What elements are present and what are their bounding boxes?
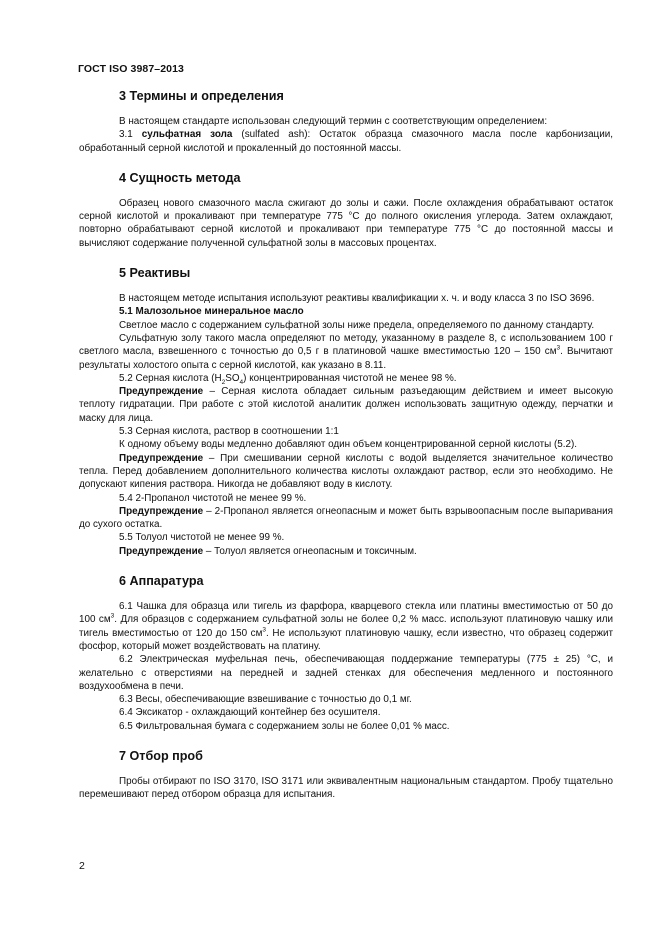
section-4-text: Образец нового смазочного масла сжигают до золы и сажи. После охлаждения обрабатывают остаток серной кислотой и прокаливают при температуре 775 °С до полного окисления углерода. Затем охлаждают, повторно обрабатывают серной кислотой и прокаливают при температуре 775 °С до постоянной массы и вычисляют содержание полученной сульфатной золы в массовых процентах. [79,197,613,249]
warning-5-4 [79,505,613,532]
paragraph-6-2: 6.2 Электрическая муфельная печь, обеспечивающая поддержание температуры (775 ± 25) °С, и желательно с отверстиями на передней и задней стенках для обеспечения медленного и постоянного воздухообмена в печи. [79,654,613,692]
subsection-5-1-title [79,305,613,318]
page-number: 2 [79,860,85,872]
paragraph-5-1-b [79,332,613,372]
paragraph-6-1-text: . Для образцов с содержанием сульфатной золы не более 0,2 % масс. используют платиновую чашку или тигель вместимостью от 120 до 150 см [79,614,613,639]
section-7-title: 7 Отбор проб [119,748,203,763]
superscript: 3 [262,626,267,634]
paragraph-5-3: 5.3 Серная кислота, раствор в соотношении 1:1 [119,426,339,438]
document-body [79,88,613,802]
paragraph-6-1-text: 6.1 Чашка для образца или тигель из фарфора, кварцевого стекла или платины вместимостью от 50 до 100 см [79,601,613,626]
term-name: сульфатная зола [141,129,233,141]
warning-text: – При смешивании серной кислоты с водой выделяется значительное количество тепла. Перед добавлением дополнительного количества кислоты охлаждают раствор, если это необходимо. Не допускают кипения раствора. Никогда не добавляют воду в кислоту. [79,452,613,491]
warning-text: – 2-Пропанол является огнеопасным и может быть взрывоопасным после выпаривания до сухого остатка. [79,505,613,531]
term-definition: (sulfated ash): Остаток образца смазочного масла после карбонизации, обработанный серной кислотой и прокаленный до постоянной массы. [79,129,613,154]
section-3-intro: В настоящем стандарте использован следующий термин с соответствующим определением: [119,116,548,127]
warning-label: Предупреждение [119,545,204,557]
document-header: ГОСТ ISO 3987–2013 [78,63,184,75]
section-4-title: 4 Сущность метода [119,170,241,185]
warning-text: – Серная кислота обладает сильным разъедающим действием и имеет высокую теплоту гидратации. При работе с этой кислотой аналитик должен использовать защитную одежду, перчатки и маску для лица. [79,386,613,424]
paragraph-5-2 [79,372,613,385]
formula-part: 5.2 Серная кислота (H [119,372,222,384]
warning-label: Предупреждение [119,452,204,464]
formula-part: ) концентрированная чистотой не менее 98 %. [243,372,457,384]
warning-5-3 [79,452,613,492]
warning-label: Предупреждение [119,505,204,517]
section-5-title: 5 Реактивы [119,266,191,281]
subsection-5-1-label: 5.1 Малозольное минеральное масло [119,306,304,318]
paragraph-5-1-b-text: Сульфатную золу такого масла определяют по методу, указанному в разделе 8, с использованием 100 г светлого масла, взвешенного с точностью до 0,5 г в платиновой чашке вместимостью 120 – 150 см [79,332,613,358]
paragraph-6-3: 6.3 Весы, обеспечивающие взвешивание с точностью до 0,1 мг. [119,694,412,706]
paragraph-6-4: 6.4 Эксикатор - охлаждающий контейнер без осушителя. [119,707,381,719]
formula-part: SO [225,372,240,384]
paragraph-5-1-a: Светлое масло с содержанием сульфатной золы ниже предела, определяемого по данному стандарту. [119,319,595,331]
paragraph-6-1 [79,600,613,653]
paragraph-5-4: 5.4 2-Пропанол чистотой не менее 99 %. [119,492,307,504]
subscript: 4 [239,378,244,386]
section-6-title: 6 Аппаратура [119,574,204,589]
superscript: 3 [556,344,561,352]
section-7-text: Пробы отбирают по ISO 3170, ISO 3171 или эквивалентным национальным стандартом. Пробу тщательно перемешивают перед отбором образца для испытания. [79,775,613,801]
superscript: 3 [110,613,115,621]
paragraph-5-5: 5.5 Толуол чистотой не менее 99 %. [119,532,285,544]
section-5-intro: В настоящем методе испытания используют реактивы квалификации х. ч. и воду класса 3 по ISO 3696. [119,293,595,305]
subscript: 2 [221,378,226,386]
paragraph-6-1-text: . Не используют платиновую чашку, если известно, что образец содержит фосфор, который может воздействовать на платину. [79,627,614,652]
paragraph-5-1-b-tail: . Вычитают результаты холостого опыта с серной кислотой, как указано в 8.11. [79,346,613,371]
warning-label: Предупреждение [119,386,204,398]
paragraph-6-5: 6.5 Фильтровальная бумага с содержанием золы не более 0,01 % масс. [119,720,450,732]
term-3-1 [79,128,613,155]
section-3-title: 3 Термины и определения [119,89,284,103]
term-number: 3.1 [119,129,142,141]
warning-5-2 [79,385,613,425]
warning-text: – Толуол является огнеопасным и токсичным. [203,545,417,557]
warning-5-5 [79,545,613,558]
paragraph-5-3-a: К одному объему воды медленно добавляют один объем концентрированной серной кислоты (5.2). [119,439,578,451]
